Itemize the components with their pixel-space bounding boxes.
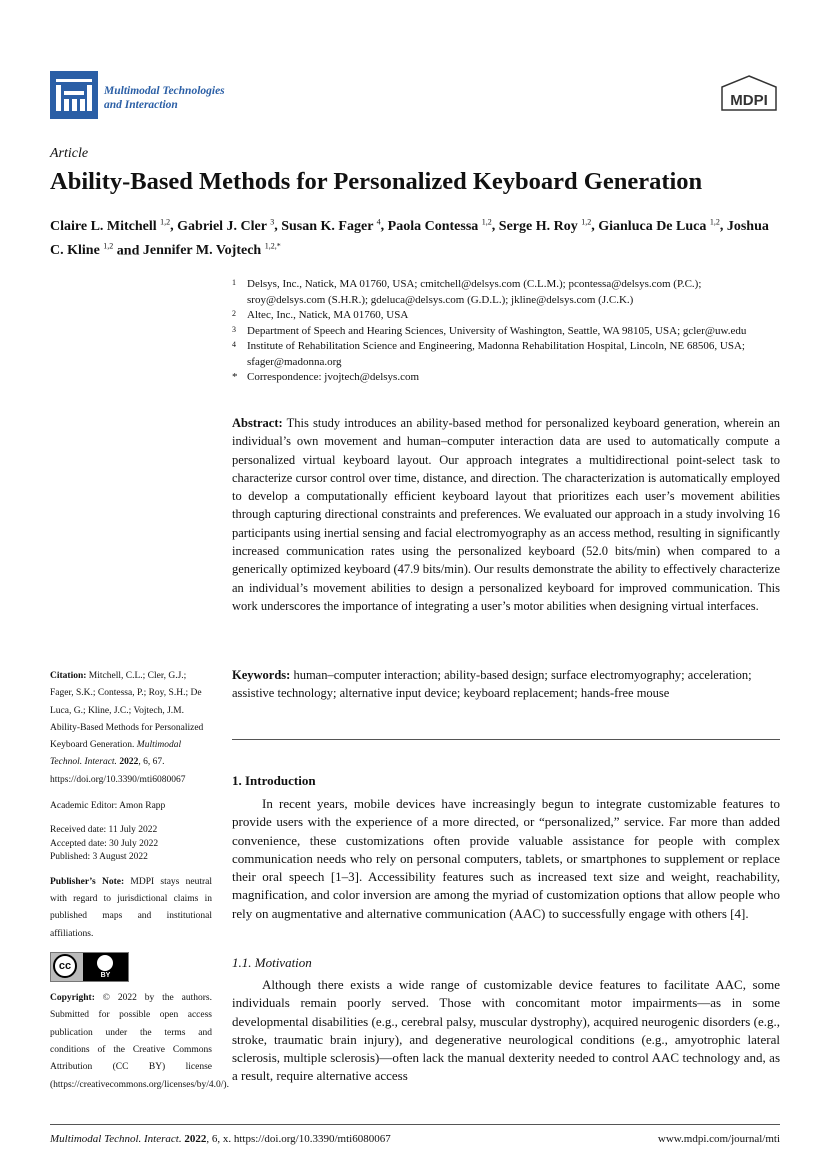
section-divider [232, 739, 780, 740]
publisher-note-label: Publisher’s Note: [50, 876, 125, 887]
abstract-label: Abstract: [232, 416, 283, 430]
author-affiliation-marker: 1,2 [481, 217, 492, 226]
footer-divider [50, 1124, 780, 1125]
journal-name-line1: Multimodal Technologies [104, 85, 225, 97]
article-type: Article [50, 146, 89, 161]
section-heading: 1. Introduction [232, 773, 316, 788]
author-affiliation-marker: 1,2 [160, 217, 171, 226]
abstract [232, 414, 780, 615]
affiliation-item [232, 277, 782, 308]
affiliation-item [232, 339, 782, 370]
accepted-date: Accepted date: 30 July 2022 [50, 838, 159, 849]
citation-journal: Multimodal Technol. Interact. [50, 740, 182, 768]
publisher-logo [718, 74, 780, 114]
affiliations [232, 277, 782, 386]
affiliation-number: 2 [232, 309, 236, 318]
copyright-text: © 2022 by the authors. Submitted for possible open access publication under the terms and conditions of the Creative Commons Attribution (CC BY) license (https://creativecommons.org/licenses/by/4.0/). [50, 993, 229, 1090]
sidebar [50, 668, 229, 1103]
cc-icon: cc [53, 954, 77, 978]
journal-logo-icon [50, 71, 98, 119]
published-date: Published: 3 August 2022 [50, 852, 148, 863]
copyright-block [50, 990, 229, 1094]
affiliation-text: Delsys, Inc., Natick, MA 01760, USA; cmitchell@delsys.com (C.L.M.); pcontessa@delsys.com (P.C.); sroy@delsys.com (S.H.R.); gdeluca@delsys.com (G.D.L.); jkline@delsys.com (J.C.K.) [247, 278, 702, 306]
affiliation-number: 3 [232, 324, 236, 334]
mdpi-logo-text: MDPI [730, 92, 768, 109]
page-title: Ability-Based Methods for Personalized Keyboard Generation [50, 168, 703, 195]
affiliation-text: Altec, Inc., Natick, MA 01760, USA [247, 309, 409, 321]
citation-doi[interactable]: , 6, 67. https://doi.org/10.3390/mti6080067 [50, 757, 186, 785]
person-icon [97, 955, 113, 971]
publisher-note [50, 874, 212, 943]
citation-text: Mitchell, C.L.; Cler, G.J.; Fager, S.K.; Contessa, P.; Roy, S.H.; De Luca, G.; Kline, J.C.; Vojtech, J.M. Ability-Based Methods for Personalized Keyboard Generation. [50, 671, 204, 751]
academic-editor: Academic Editor: Amon Rapp [50, 801, 166, 812]
received-date: Received date: 11 July 2022 [50, 825, 158, 836]
journal-name [104, 84, 225, 112]
author-affiliation-marker: 1,2 [581, 217, 592, 226]
abstract-text: This study introduces an ability-based method for personalized keyboard generation, wherein an individual’s own movement and human–computer interaction data are used to automatically compute a personalized virtual keyboard layout. Our approach integrates a multidirectional point-select task to characterize cursor control over time, distance, and direction. The characterization is automatically employed to develop a computationally efficient keyboard layout that prioritizes each user’s movement abilities through capturing directional constraints and preferences. We evaluated our approach in a study involving 16 participants using inertial sensing and facial electromyography as an access method, resulting in significantly increased communication rates using the personalized keyboard (52.0 bits/min) when compared to a generically optimized keyboard (47.9 bits/min). Our results demonstrate the ability to effectively characterize an individual’s movement abilities to design a personalized keyboard for improved communication. This work underscores the importance of integrating a user’s motor abilities when designing virtual interfaces. [232, 416, 780, 613]
affiliation-text: Department of Speech and Hearing Sciences, University of Washington, Seattle, WA 98105, USA; gcler@uw.edu [247, 324, 747, 337]
affiliation-number: 4 [232, 340, 236, 349]
author-name: Jennifer M. Vojtech $^{1,2,*}$ [142, 241, 281, 259]
author-name: Paola Contessa $^{1,2}$ [387, 217, 492, 234]
subsection-heading: 1.1. Motivation [232, 955, 312, 970]
author-affiliation-marker: 3 [270, 217, 275, 226]
author-name: Gabriel J. Cler $^3$ [177, 217, 275, 234]
cc-by-license-badge[interactable] [50, 952, 129, 982]
copyright-label: Copyright: [50, 993, 95, 1004]
citation-label: Citation: [50, 671, 87, 681]
author-affiliation-marker: 1,2 [709, 217, 720, 226]
dates-block [50, 824, 212, 865]
journal-logo [50, 71, 98, 119]
author-list: Claire L. Mitchell $^{1,2}$, Gabriel J. Cler $^3$, Susan K. Fager $^4$, Paola Contessa $^{1,2}$, Serge H. Roy $^{1,2}$, Gianluca De Luca $^{1,2}$, Joshua C. Kline $^{1,2}$ and Jennifer M. Vojtech $^{1,2,*}$ [50, 217, 769, 259]
author-affiliation-marker: 1,2 [103, 241, 114, 251]
author-affiliation-marker: 1,2,* [264, 241, 281, 251]
author-affiliation-marker: 4 [376, 217, 381, 226]
author-name: Serge H. Roy $^{1,2}$ [498, 217, 592, 234]
citation-block [50, 668, 212, 789]
keywords-text: human–computer interaction; ability-based design; surface electromyography; acceleration; assistive technology; alternative input device; keyboard replacement; hands-free mouse [232, 668, 752, 701]
footer-citation [50, 1133, 391, 1145]
mdpi-logo-icon [718, 74, 780, 114]
footer-journal: Multimodal Technol. Interact. [50, 1133, 182, 1145]
affiliation-item [232, 324, 782, 340]
by-label: BY [100, 972, 111, 980]
citation-year: 2022 [119, 757, 139, 768]
footer-journal-url[interactable]: www.mdpi.com/journal/mti [657, 1133, 780, 1145]
by-icon-panel [83, 953, 128, 981]
author-name: Joshua C. Kline $^{1,2}$ [50, 218, 769, 259]
author-name: Susan K. Fager $^4$ [281, 217, 381, 234]
author-name: Gianluca De Luca $^{1,2}$ [598, 217, 720, 234]
affiliation-number: * [232, 371, 238, 383]
footer-year: 2022 [184, 1133, 207, 1145]
body-paragraph: In recent years, mobile devices have increasingly begun to integrate customizable features to provide users with the experience of a more directed, or “personalized,” service. Far more than added convenience, these customizations often provide valuable assistance for people with complex communication needs who rely on personal computers, tablets, or smartphones to supplement or replace their oral speech [1–3]. Accessibility features such as increased text size and weight, reachability, magnification, and color inversion are among the myriad of customization options that allow people who rely on augmentative and alternative communication (AAC) to successfully engage with others [4]. [232, 796, 780, 921]
publisher-note-text: MDPI stays neutral with regard to jurisdictional claims in published maps and institutional affiliations. [50, 876, 212, 939]
body-paragraph: Although there exists a wide range of customizable device features to facilitate AAC, some individuals remain poorly served. Those with concomitant motor impairments—as in some developmental disabilities (e.g., cerebral palsy, muscular dystrophy), acquired neurogenic disorders (e.g., stroke, traumatic brain injury), and degenerative neurological conditions (e.g., amyotrophic lateral sclerosis, multiple sclerosis)—often lack the manual dexterity needed to control AAC technology and, as a result, require alternative access [232, 977, 780, 1084]
affiliation-text: Institute of Rehabilitation Science and Engineering, Madonna Rehabilitation Hospital, Lincoln, NE 68506, USA; sfager@madonna.org [247, 340, 745, 368]
keywords [232, 666, 780, 703]
footer-doi[interactable]: , 6, x. https://doi.org/10.3390/mti6080067 [206, 1133, 391, 1145]
affiliation-item [232, 370, 782, 386]
affiliation-number: 1 [232, 278, 236, 287]
journal-name-line2: and Interaction [104, 99, 178, 111]
keywords-label: Keywords: [232, 668, 291, 682]
affiliation-text: Correspondence: jvojtech@delsys.com [247, 371, 420, 383]
author-name: Claire L. Mitchell $^{1,2}$ [50, 217, 171, 234]
affiliation-item [232, 308, 782, 324]
